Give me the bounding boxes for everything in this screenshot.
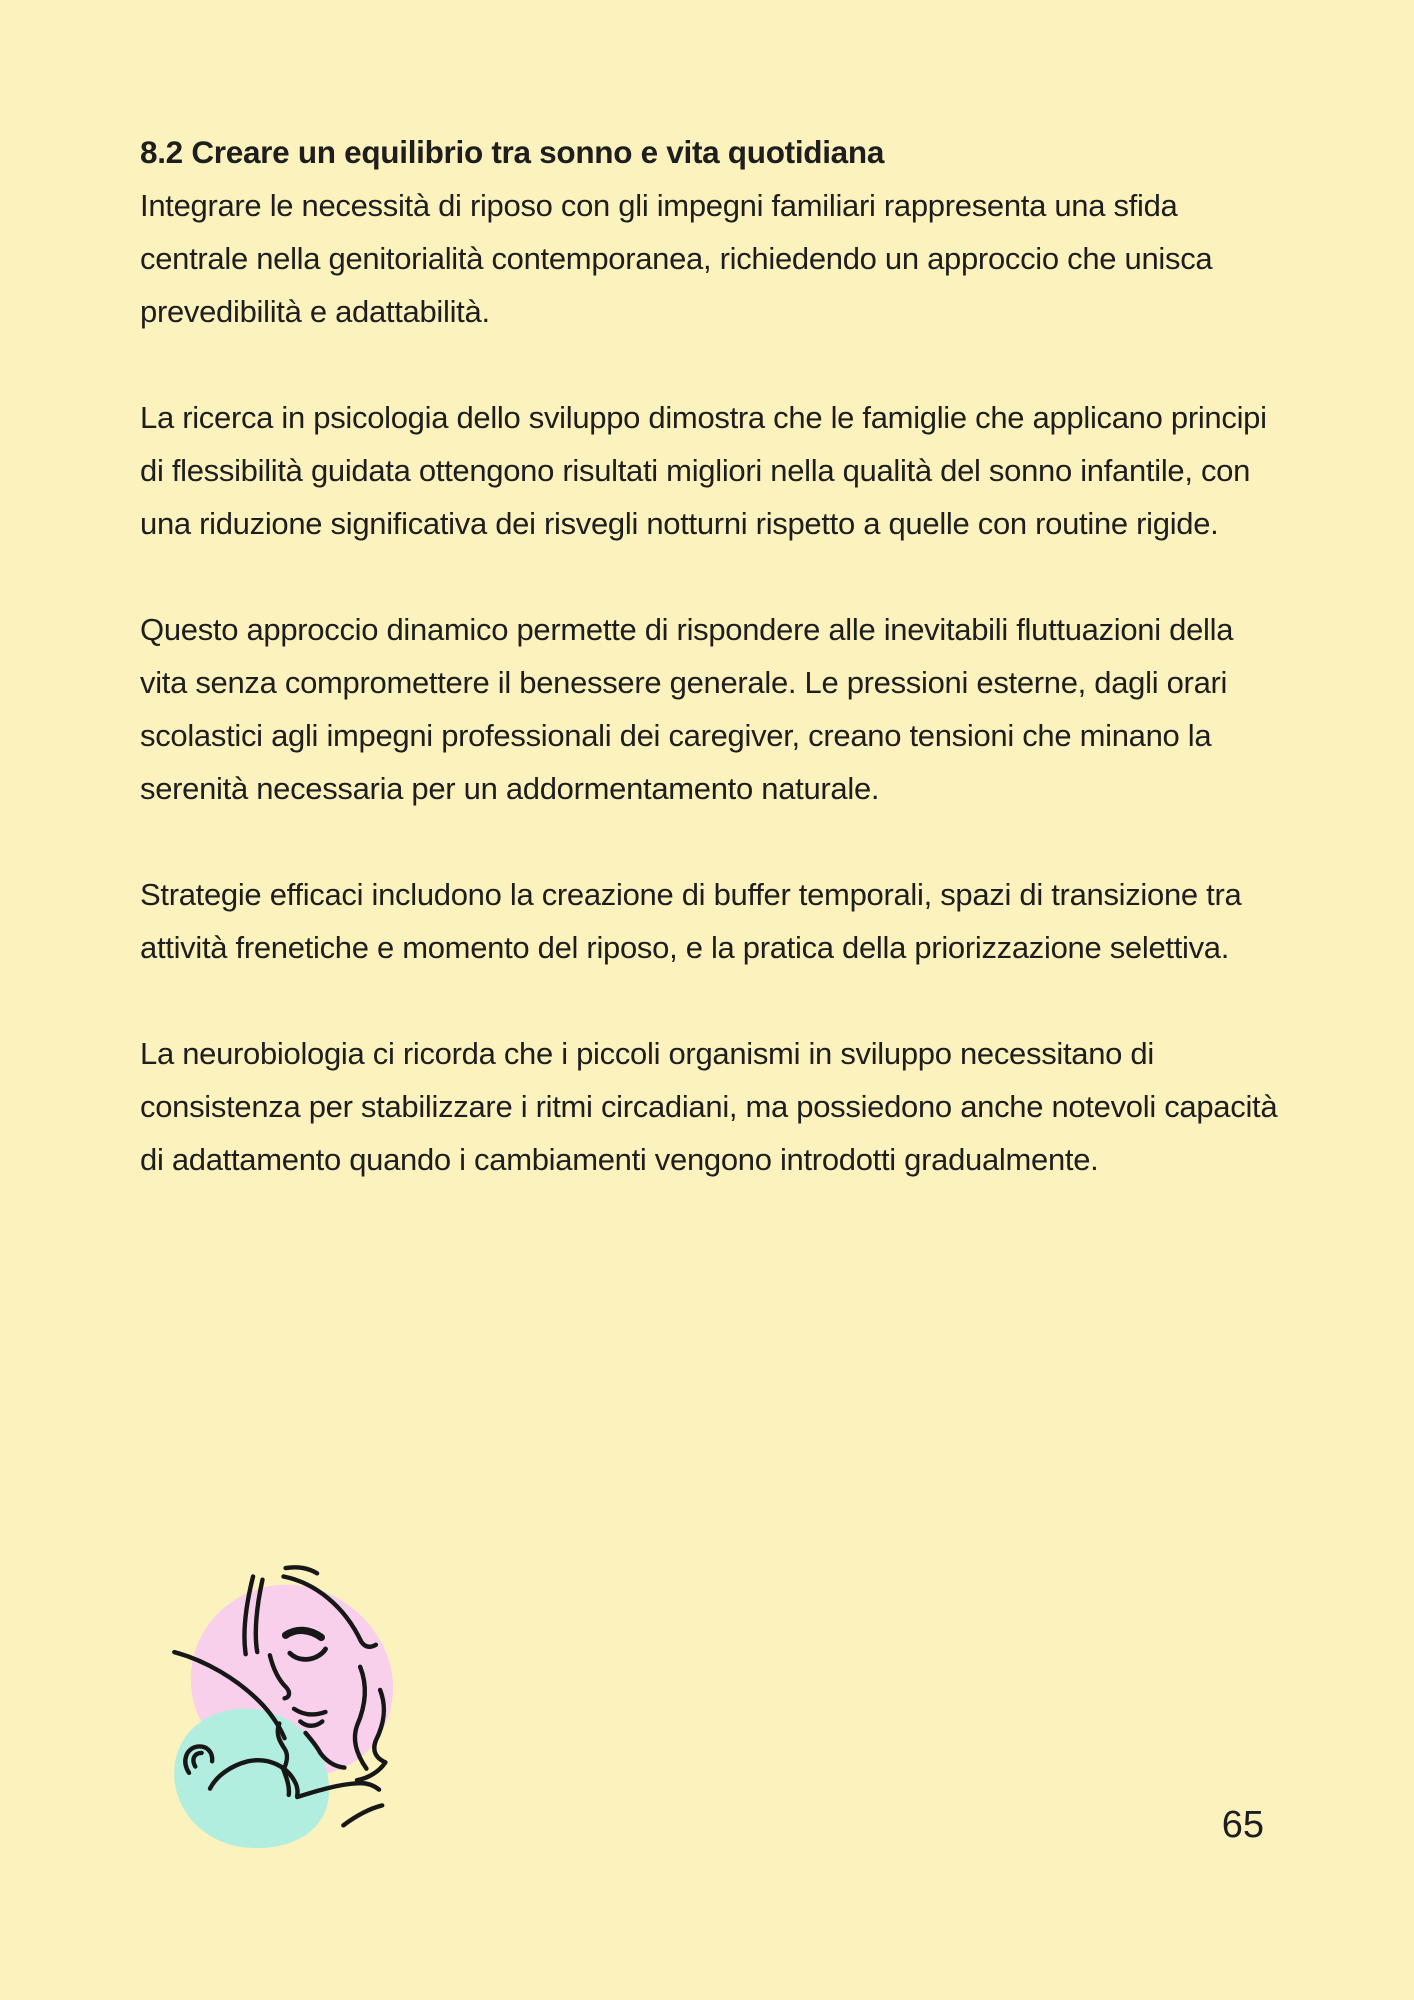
paragraph-5: La neurobiologia ci ricorda che i piccoli organismi in sviluppo necessitano di consistenza per stabilizzare i ritmi circadiani, ma possiedono anche notevoli capacità di adattamento quando i cambiamenti vengono introdotti gradualmente. [140, 1036, 1278, 1177]
paragraph-4: Strategie efficaci includono la creazione di buffer temporali, spazi di transizione tra attività frenetiche e momento del riposo, e la pratica della priorizzazione selettiva. [140, 877, 1242, 965]
page-number: 65 [1221, 1804, 1264, 1846]
paragraph-3: Questo approccio dinamico permette di rispondere alle inevitabili fluttuazioni della vita senza compromettere il benessere generale. Le pressioni esterne, dagli orari scolastici agli impegni professionali dei caregiver, creano tensioni che minano la serenità necessaria per un addormentamento naturale. [140, 612, 1234, 806]
section-heading: 8.2 Creare un equilibrio tra sonno e vita quotidiana [140, 134, 885, 170]
arm-detached-curve [343, 1805, 382, 1825]
mother-baby-illustration [126, 1545, 462, 1881]
page-content [140, 126, 1285, 1186]
hair-top-flick [286, 1567, 318, 1573]
paragraph-1: Integrare le necessità di riposo con gli impegni familiari rappresenta una sfida centrale nella genitorialità contemporanea, richiedendo un approccio che unisca prevedibilità e adattabilità. [140, 188, 1213, 329]
mother-baby-line-art-svg [126, 1545, 462, 1881]
shoulder-from-hair-line [357, 1762, 385, 1780]
paragraph-2: La ricerca in psicologia dello sviluppo dimostra che le famiglie che applicano principi di flessibilità guidata ottengono risultati migliori nella qualità del sonno infantile, con una riduzione significativa dei risvegli notturni rispetto a quelle con routine rigide. [140, 400, 1267, 541]
